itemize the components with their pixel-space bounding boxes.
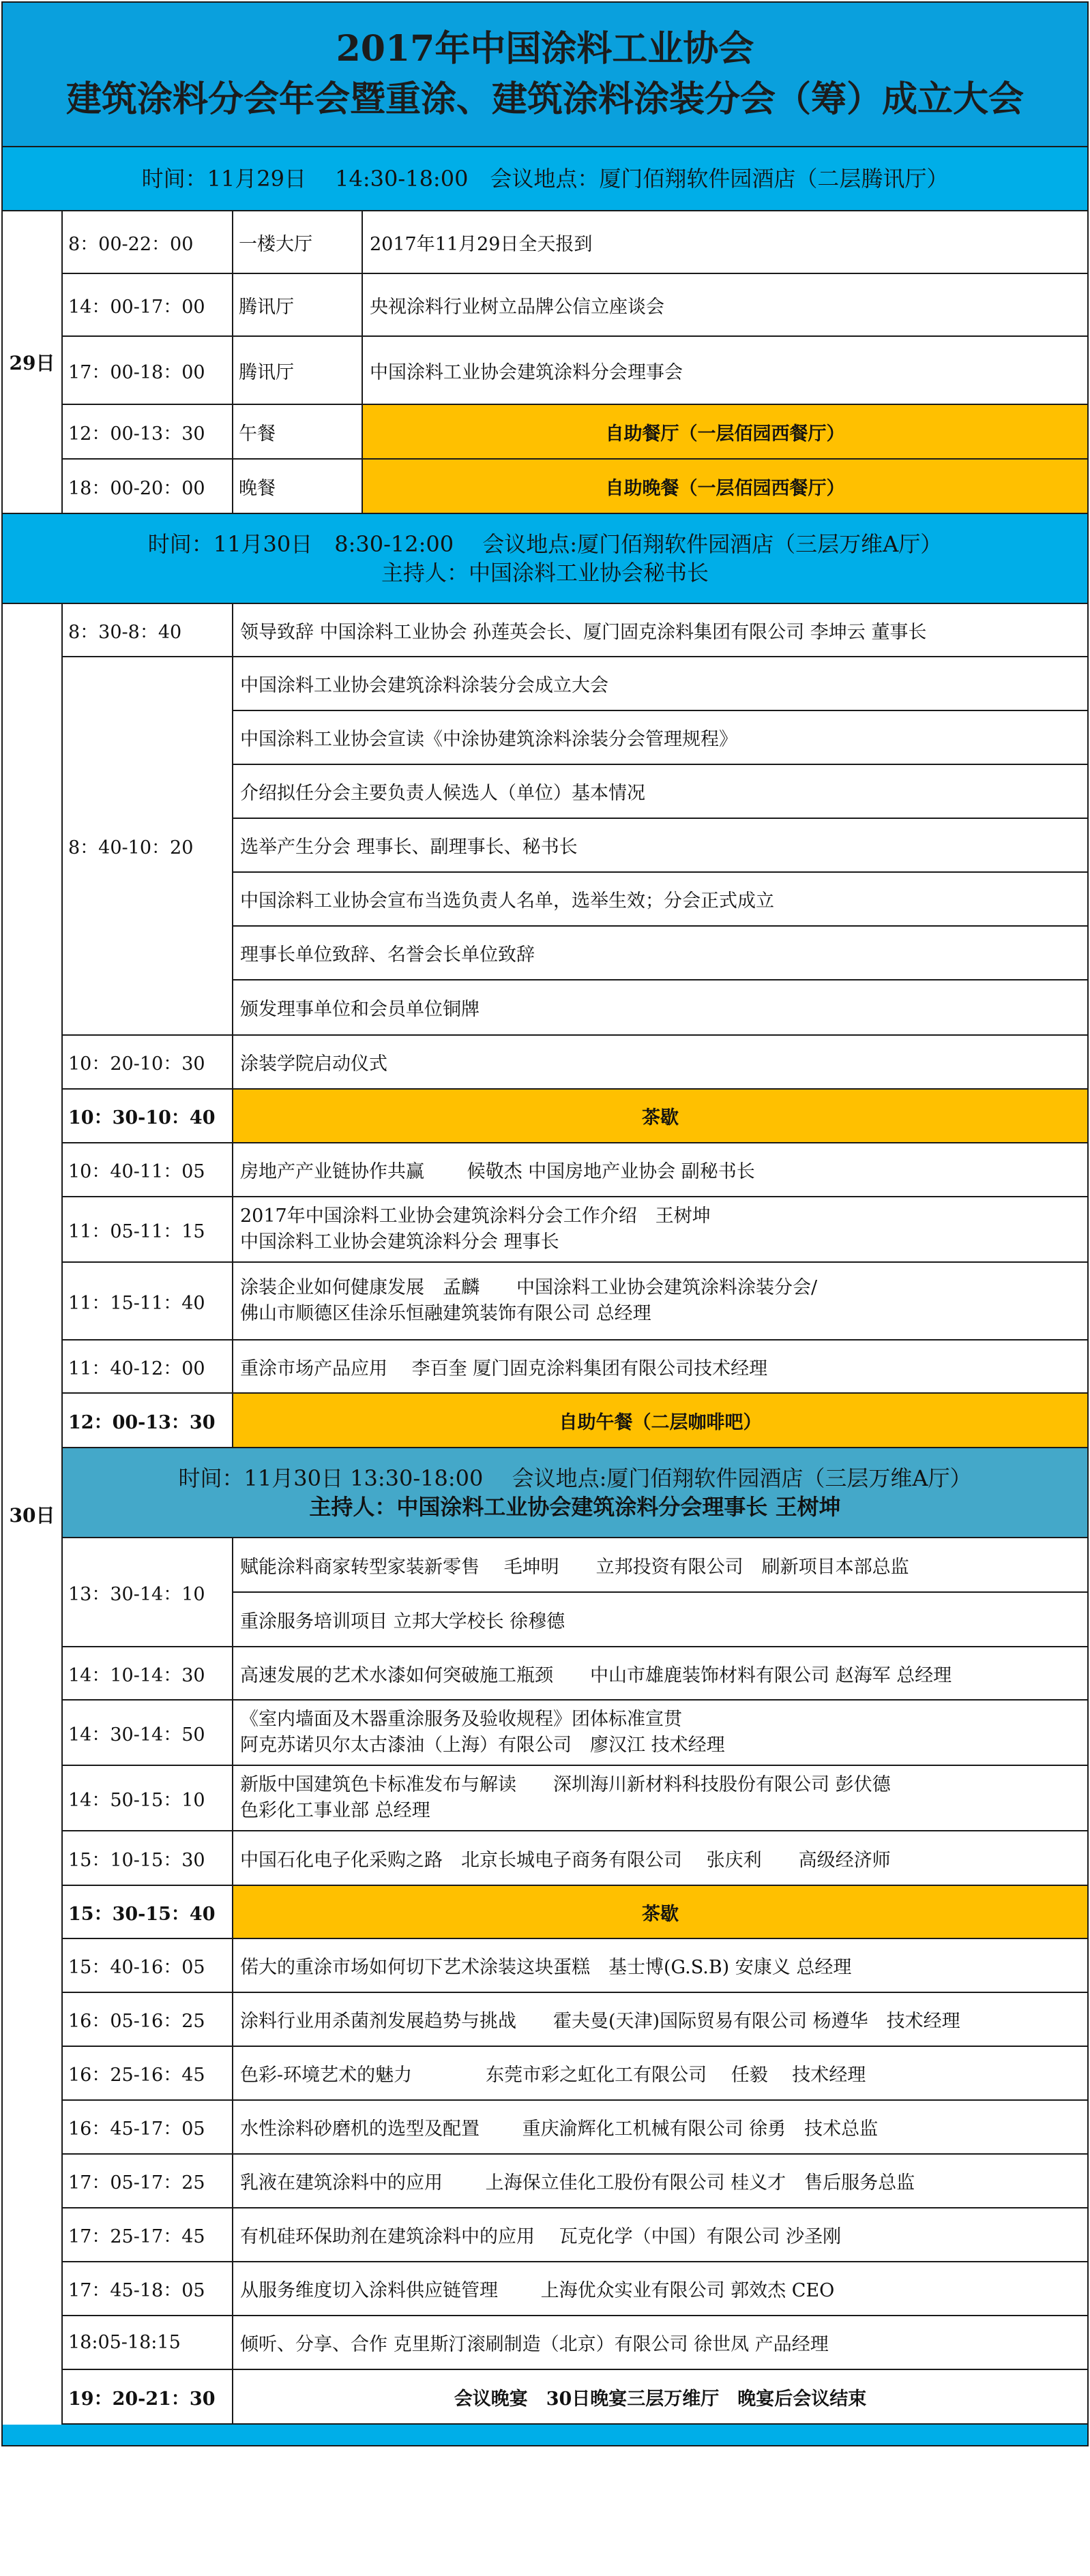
row-content-line-1: 新版中国建筑色卡标准发布与解读 深圳海川新材料科技股份有限公司 彭伏德	[240, 1774, 891, 1795]
row-content-line-2: 阿克苏诺贝尔太古漆油（上海）有限公司 廖汉江 技术经理	[240, 1735, 725, 1756]
row-time: 8：00-22：00	[63, 211, 233, 273]
session-band-30-am	[3, 514, 1087, 604]
row-content: 涂装学院启动仪式	[240, 1053, 387, 1075]
schedule-row	[63, 1090, 1087, 1143]
row-venue: 一楼大厅	[233, 211, 363, 273]
row-content: 央视涂料行业树立品牌公信立座谈会	[370, 296, 664, 318]
row-content: 中国石化电子化采购之路 北京长城电子商务有限公司 张庆利 高级经济师	[240, 1849, 891, 1871]
row-time: 17：00-18：00	[63, 337, 233, 404]
row-content-line-1: 涂装企业如何健康发展 孟麟 中国涂料工业协会建筑涂料涂装分会/	[240, 1277, 818, 1298]
schedule-row	[63, 2047, 1087, 2101]
schedule-row	[63, 2370, 1087, 2425]
list-item: 选举产生分会 理事长、副理事长、秘书长	[233, 819, 1087, 873]
footer-band	[3, 2425, 1087, 2445]
session-band-29-text: 时间：11月29日 14:30-18:00 会议地点：厦门佰翔软件园酒店（二层腾讯厅）	[141, 166, 949, 192]
list-item: 颁发理事单位和会员单位铜牌	[240, 999, 480, 1020]
session-band-29	[3, 147, 1087, 211]
day-30-section	[3, 604, 1087, 2425]
row-time: 14：30-14：50	[63, 1701, 233, 1765]
schedule-row	[63, 1993, 1087, 2047]
row-venue: 午餐	[233, 405, 363, 458]
schedule-row	[63, 1701, 1087, 1766]
row-time: 10：20-10：30	[63, 1036, 233, 1088]
row-time: 12：00-13：30	[63, 405, 233, 458]
row-time: 11：15-11：40	[63, 1263, 233, 1339]
row-content: 乳液在建筑涂料中的应用 上海保立佳化工股份有限公司 桂义才 售后服务总监	[240, 2172, 915, 2193]
schedule-row	[63, 1831, 1087, 1886]
schedule-row	[63, 2155, 1087, 2208]
row-content: 高速发展的艺术水漆如何突破施工瓶颈 中山市雄鹿装饰材料有限公司 赵海军 总经理	[240, 1664, 952, 1686]
list-item: 介绍拟任分会主要负责人候选人（单位）基本情况	[233, 765, 1087, 819]
row-time: 11：40-12：00	[63, 1341, 233, 1392]
list-item: 中国涂料工业协会建筑涂料涂装分会成立大会	[233, 657, 1087, 711]
row-venue: 晚餐	[233, 460, 363, 513]
row-time: 10：30-10：40	[63, 1090, 233, 1142]
list-item: 中国涂料工业协会宣布当选负责人名单，选举生效；分会正式成立	[233, 873, 1087, 927]
day-30-label: 30日	[3, 604, 63, 2425]
row-time: 14：00-17：00	[63, 274, 233, 335]
schedule-row	[63, 1766, 1087, 1831]
session-band-30-pm-line-1: 时间：11月30日 13:30-18:00 会议地点:厦门佰翔软件园酒店（三层万维A厅）	[178, 1465, 972, 1491]
row-content: 房地产产业链协作共赢 候敬杰 中国房地产业协会 副秘书长	[240, 1161, 755, 1182]
row-time: 14：10-14：30	[63, 1647, 233, 1699]
row-content: 领导致辞 中国涂料工业协会 孙莲英会长、厦门固克涂料集团有限公司 李坤云 董事长	[240, 621, 927, 643]
schedule-row	[63, 1647, 1087, 1701]
list-item: 理事长单位致辞、名誉会长单位致辞	[233, 927, 1087, 980]
row-content-highlight: 自助午餐（二层咖啡吧）	[233, 1394, 1087, 1447]
list-item: 中国涂料工业协会宣读《中涂协建筑涂料涂装分会管理规程》	[233, 711, 1087, 765]
row-time: 19：20-21：30	[63, 2370, 233, 2423]
session-band-30-am-line-2: 主持人：中国涂料工业协会秘书长	[381, 560, 709, 586]
row-content-line-1: 《室内墙面及木器重涂服务及验收规程》团体标准宣贯	[240, 1709, 682, 1730]
schedule-row	[63, 274, 1087, 337]
row-content: 涂料行业用杀菌剂发展趋势与挑战 霍夫曼(天津)国际贸易有限公司 杨遵华 技术经理	[240, 2011, 960, 2032]
row-content-line-2: 中国涂料工业协会建筑涂料分会 理事长	[240, 1231, 559, 1253]
title-line-2: 建筑涂料分会年会暨重涂、建筑涂料涂装分会（筹）成立大会	[65, 78, 1024, 120]
schedule-row	[63, 2316, 1087, 2370]
schedule-row	[63, 1341, 1087, 1394]
row-content-line-1: 2017年中国涂料工业协会建筑涂料分会工作介绍 王树坤	[240, 1205, 711, 1227]
row-time: 11：05-11：15	[63, 1197, 233, 1261]
schedule-row	[63, 1394, 1087, 1448]
row-content: 有机硅环保助剂在建筑涂料中的应用 瓦克化学（中国）有限公司 沙圣刚	[240, 2226, 842, 2247]
row-content: 水性涂料砂磨机的选型及配置 重庆渝辉化工机械有限公司 徐勇 技术总监	[240, 2118, 879, 2140]
row-time: 8：30-8：40	[63, 604, 233, 656]
row-venue: 腾讯厅	[233, 274, 363, 335]
schedule-row	[63, 604, 1087, 657]
row-time: 18：00-20：00	[63, 460, 233, 513]
schedule-group	[63, 657, 1087, 1036]
schedule-row	[63, 2208, 1087, 2262]
row-time: 10：40-11：05	[63, 1143, 233, 1196]
title-line-1: 2017年中国涂料工业协会	[336, 28, 754, 70]
session-band-30-am-line-1: 时间：11月30日 8:30-12:00 会议地点:厦门佰翔软件园酒店（三层万维A厅）	[147, 531, 943, 557]
row-content-line-2: 佛山市顺德区佳涂乐恒融建筑装饰有限公司 总经理	[240, 1303, 651, 1324]
row-time: 15：10-15：30	[63, 1831, 233, 1885]
row-time: 17：45-18：05	[63, 2262, 233, 2315]
row-time: 8：40-10：20	[63, 657, 233, 1034]
row-content	[233, 1701, 1087, 1765]
schedule-row	[63, 1886, 1087, 1939]
row-time: 15：40-16：05	[63, 1939, 233, 1992]
row-content	[233, 1197, 1087, 1261]
schedule-row	[63, 1263, 1087, 1341]
row-content: 中国涂料工业协会建筑涂料分会理事会	[370, 361, 683, 383]
schedule-row	[63, 460, 1087, 513]
schedule-row	[63, 337, 1087, 405]
session-band-30-pm-line-2: 主持人：中国涂料工业协会建筑涂料分会理事长 王树坤	[309, 1494, 841, 1520]
row-time: 16：25-16：45	[63, 2047, 233, 2099]
row-content: 重涂市场产品应用 李百奎 厦门固克涂料集团有限公司技术经理	[240, 1358, 768, 1379]
row-venue: 腾讯厅	[233, 337, 363, 404]
row-content-highlight: 自助餐厅（一层佰园西餐厅）	[363, 405, 1087, 458]
row-content: 偌大的重涂市场如何切下艺术涂装这块蛋糕 基士博(G.S.B) 安康义 总经理	[240, 1957, 852, 1978]
row-content-highlight: 茶歇	[233, 1090, 1087, 1142]
day-29-section	[3, 211, 1087, 514]
list-item: 赋能涂料商家转型家装新零售 毛坤明 立邦投资有限公司 刷新项目本部总监	[233, 1538, 1087, 1593]
row-content: 色彩-环境艺术的魅力 东莞市彩之虹化工有限公司 任毅 技术经理	[240, 2065, 866, 2086]
row-content	[233, 1263, 1087, 1339]
list-item: 重涂服务培训项目 立邦大学校长 徐穆德	[240, 1611, 565, 1632]
schedule-row	[63, 1036, 1087, 1090]
row-time: 17：25-17：45	[63, 2208, 233, 2261]
row-content: 从服务维度切入涂料供应链管理 上海优众实业有限公司 郭效杰 CEO	[240, 2280, 835, 2301]
row-time: 18:05-18:15	[63, 2316, 233, 2369]
row-time: 15：30-15：40	[63, 1886, 233, 1938]
row-time: 14：50-15：10	[63, 1766, 233, 1830]
row-time: 12：00-13：30	[63, 1394, 233, 1447]
row-content: 2017年11月29日全天报到	[370, 233, 593, 255]
row-time: 17：05-17：25	[63, 2155, 233, 2207]
schedule-row	[63, 211, 1087, 274]
row-time: 16：05-16：25	[63, 1993, 233, 2046]
row-content: 倾听、分享、合作 克里斯汀滚刷制造（北京）有限公司 徐世凤 产品经理	[240, 2334, 829, 2355]
row-time: 13：30-14：10	[63, 1538, 233, 1646]
schedule-row	[63, 1939, 1087, 1993]
schedule-row	[63, 1197, 1087, 1263]
row-content	[233, 1766, 1087, 1830]
agenda-sheet	[1, 1, 1089, 2446]
schedule-row	[63, 405, 1087, 460]
schedule-group	[63, 1538, 1087, 1647]
schedule-row	[63, 2262, 1087, 2316]
title-block	[3, 3, 1087, 147]
row-content-line-2: 色彩化工事业部 总经理	[240, 1800, 430, 1821]
day-29-label: 29日	[3, 211, 63, 513]
schedule-row	[63, 1143, 1087, 1197]
row-content: 会议晚宴 30日晚宴三层万维厅 晚宴后会议结束	[454, 2388, 867, 2410]
row-content-highlight: 自助晚餐（一层佰园西餐厅）	[363, 460, 1087, 513]
schedule-row	[63, 2101, 1087, 2155]
row-content-highlight: 茶歇	[233, 1886, 1087, 1938]
session-band-30-pm	[63, 1448, 1087, 1538]
row-time: 16：45-17：05	[63, 2101, 233, 2153]
